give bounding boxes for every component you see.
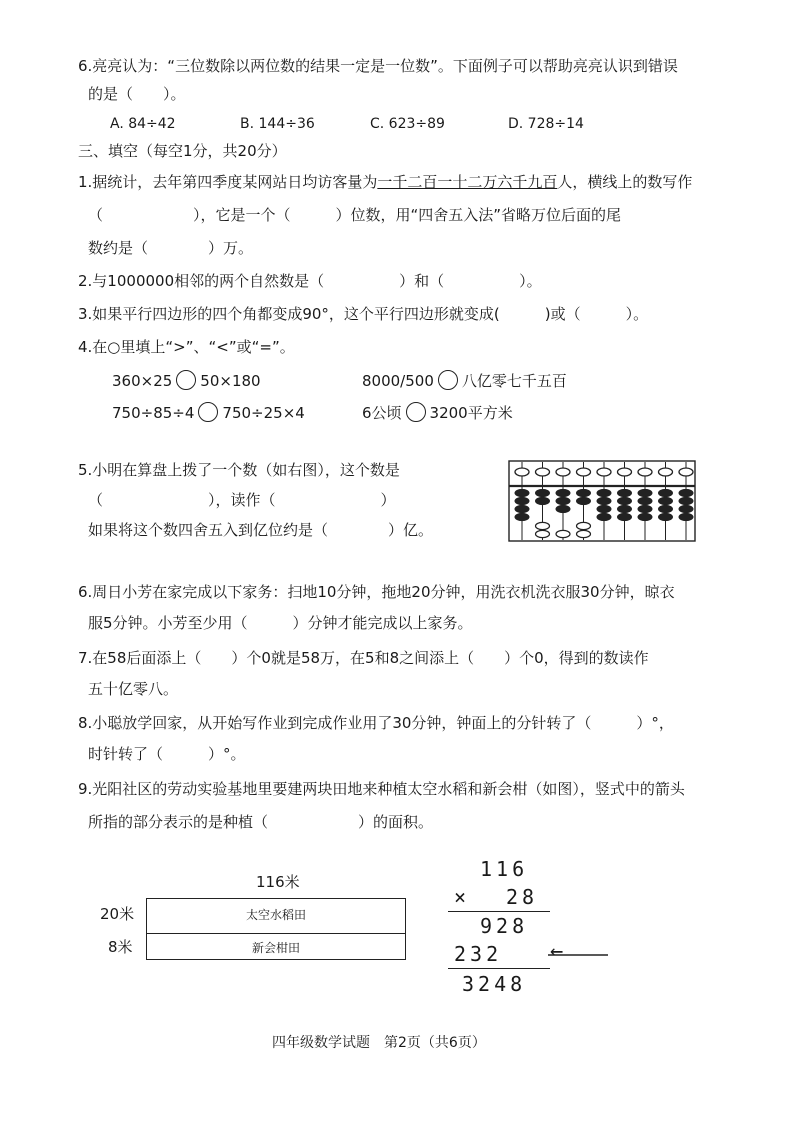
abacus-lower-bead xyxy=(515,513,529,520)
abacus-lower-bead xyxy=(679,497,693,504)
q6-option-d: D. 728÷14 xyxy=(508,116,584,132)
abacus-lower-bead xyxy=(638,513,652,520)
fill9-line1: 9.光阳社区的劳动实验基地里要建两块田地来种植太空水稻和新会柑（如图），竖式中的箭头 xyxy=(78,780,685,798)
abacus-lower-bead xyxy=(679,489,693,496)
abacus-lower-bead xyxy=(536,522,550,529)
abacus-lower-bead xyxy=(618,497,632,504)
compare-item-3 xyxy=(112,402,305,423)
abacus-lower-bead xyxy=(515,489,529,496)
q6-line2: 的是（ ）。 xyxy=(88,85,186,103)
abacus-upper-bead xyxy=(536,468,550,476)
compare-item-1 xyxy=(112,370,261,391)
page-footer: 四年级数学试题 第2页（共6页） xyxy=(272,1035,486,1051)
field2-label: 新会柑田 xyxy=(251,941,300,955)
q6-option-a: A. 84÷42 xyxy=(110,116,176,132)
abacus-lower-bead xyxy=(659,489,673,496)
compare-left: 360×25 xyxy=(112,372,173,390)
abacus-lower-bead xyxy=(597,505,611,512)
abacus-lower-bead xyxy=(597,489,611,496)
fill5-line3: 如果将这个数四舍五入到亿位约是（ ）亿。 xyxy=(88,521,434,539)
fill6-line2: 服5分钟。小芳至少用（ ）分钟才能完成以上家务。 xyxy=(88,614,473,632)
q6-line1: 6.亮亮认为：“三位数除以两位数的结果一定是一位数”。下面例子可以帮助亮亮认识到错误 xyxy=(78,57,678,75)
abacus-upper-bead xyxy=(679,468,693,476)
fill1-line2: （ ），它是一个（ ）位数，用“四舍五入法”省略万位后面的尾 xyxy=(88,206,622,224)
abacus-lower-bead xyxy=(597,513,611,520)
abacus-lower-bead xyxy=(679,505,693,512)
fill1-line1 xyxy=(78,172,692,192)
section-heading: 三、填空（每空1分，共20分） xyxy=(78,142,287,160)
fill5-line2: （ ），读作（ ） xyxy=(88,491,396,509)
calc-multiplicand: 116 xyxy=(480,857,529,881)
abacus-lower-bead xyxy=(679,513,693,520)
field1-label: 太空水稻田 xyxy=(245,908,306,922)
abacus-figure xyxy=(508,460,698,542)
calc-arrow-icon: ← xyxy=(550,939,564,964)
fill1-line3: 数约是（ ）万。 xyxy=(88,239,254,257)
compare-right: 3200平方米 xyxy=(429,404,513,422)
abacus-lower-bead xyxy=(597,497,611,504)
abacus-upper-bead xyxy=(638,468,652,476)
abacus-upper-bead xyxy=(659,468,673,476)
abacus-upper-bead xyxy=(597,468,611,476)
q6-option-b: B. 144÷36 xyxy=(240,116,315,132)
compare-right: 50×180 xyxy=(200,372,261,390)
compare-left: 6公顷 xyxy=(362,404,402,422)
field-divider xyxy=(146,933,406,934)
fill7-line1: 7.在58后面添上（ ）个0就是58万，在5和8之间添上（ ）个0，得到的数读作 xyxy=(78,649,649,667)
height-label-2: 8米 xyxy=(108,938,133,956)
fill2: 2.与1000000相邻的两个自然数是（ ）和（ ）。 xyxy=(78,272,542,290)
fill8-line1: 8.小聪放学回家，从开始写作业到完成作业用了30分钟，钟面上的分针转了（ ）°， xyxy=(78,714,674,732)
calc-line-1 xyxy=(448,911,550,912)
abacus-lower-bead xyxy=(577,489,591,496)
compare-right: 八亿零七千五百 xyxy=(461,372,567,390)
compare-item-2 xyxy=(362,370,567,391)
calc-product: 3248 xyxy=(462,972,527,996)
fill6-line1: 6.周日小芳在家完成以下家务：扫地10分钟，拖地20分钟，用洗衣机洗衣服30分钟，晾衣 xyxy=(78,583,675,601)
abacus-lower-bead xyxy=(556,497,570,504)
calc-line-2 xyxy=(448,968,550,969)
abacus-upper-bead xyxy=(618,468,632,476)
height-label-1: 20米 xyxy=(100,905,135,923)
fill9-line2: 所指的部分表示的是种植（ ）的面积。 xyxy=(88,813,434,831)
fill5-line1: 5.小明在算盘上拨了一个数（如右图），这个数是 xyxy=(78,461,400,479)
fill1-text-post: 人，横线上的数写作 xyxy=(557,173,693,191)
abacus-upper-bead xyxy=(577,468,591,476)
compare-item-4 xyxy=(362,402,513,423)
fill7-line2: 五十亿零八。 xyxy=(88,680,179,698)
abacus-lower-bead xyxy=(536,530,550,537)
compare-circle[interactable] xyxy=(176,370,196,390)
compare-left: 750÷85÷4 xyxy=(112,404,195,422)
compare-right: 750÷25×4 xyxy=(222,404,305,422)
q6-option-c: C. 623÷89 xyxy=(370,116,445,132)
arrow-shaft-icon xyxy=(548,950,610,960)
abacus-lower-bead xyxy=(556,530,570,537)
abacus-lower-bead xyxy=(577,522,591,529)
abacus-lower-bead xyxy=(556,505,570,512)
fill1-underlined-number: 一千二百一十二万六千九百 xyxy=(377,173,558,191)
fill3: 3.如果平行四边形的四个角都变成90°，这个平行四边形就变成( )或（ ）。 xyxy=(78,305,649,323)
compare-circle[interactable] xyxy=(406,402,426,422)
fill1-text-pre: 1.据统计，去年第四季度某网站日均访客量为 xyxy=(78,173,378,191)
abacus-lower-bead xyxy=(515,505,529,512)
abacus-lower-bead xyxy=(659,497,673,504)
calc-times-sign: × xyxy=(454,885,471,909)
abacus-lower-bead xyxy=(536,497,550,504)
abacus-lower-bead xyxy=(556,489,570,496)
calc-multiplier: 28 xyxy=(506,885,539,909)
fill8-line2: 时针转了（ ）°。 xyxy=(88,745,246,763)
compare-circle[interactable] xyxy=(198,402,218,422)
compare-circle[interactable] xyxy=(438,370,458,390)
abacus-lower-bead xyxy=(659,513,673,520)
abacus-lower-bead xyxy=(515,497,529,504)
abacus-lower-bead xyxy=(618,513,632,520)
compare-left: 8000/500 xyxy=(362,372,434,390)
abacus-upper-bead xyxy=(515,468,529,476)
abacus-upper-bead xyxy=(556,468,570,476)
abacus-lower-bead xyxy=(577,530,591,537)
abacus-lower-bead xyxy=(659,505,673,512)
width-label: 116米 xyxy=(256,873,300,891)
abacus-lower-bead xyxy=(638,505,652,512)
abacus-lower-bead xyxy=(618,489,632,496)
calc-partial-2: 232 xyxy=(454,942,503,966)
fill4-heading: 4.在○里填上“>”、“<”或“=”。 xyxy=(78,338,295,356)
abacus-lower-bead xyxy=(536,489,550,496)
abacus-lower-bead xyxy=(577,497,591,504)
abacus-lower-bead xyxy=(638,497,652,504)
abacus-lower-bead xyxy=(638,489,652,496)
calc-partial-1: 928 xyxy=(480,914,529,938)
abacus-lower-bead xyxy=(618,505,632,512)
